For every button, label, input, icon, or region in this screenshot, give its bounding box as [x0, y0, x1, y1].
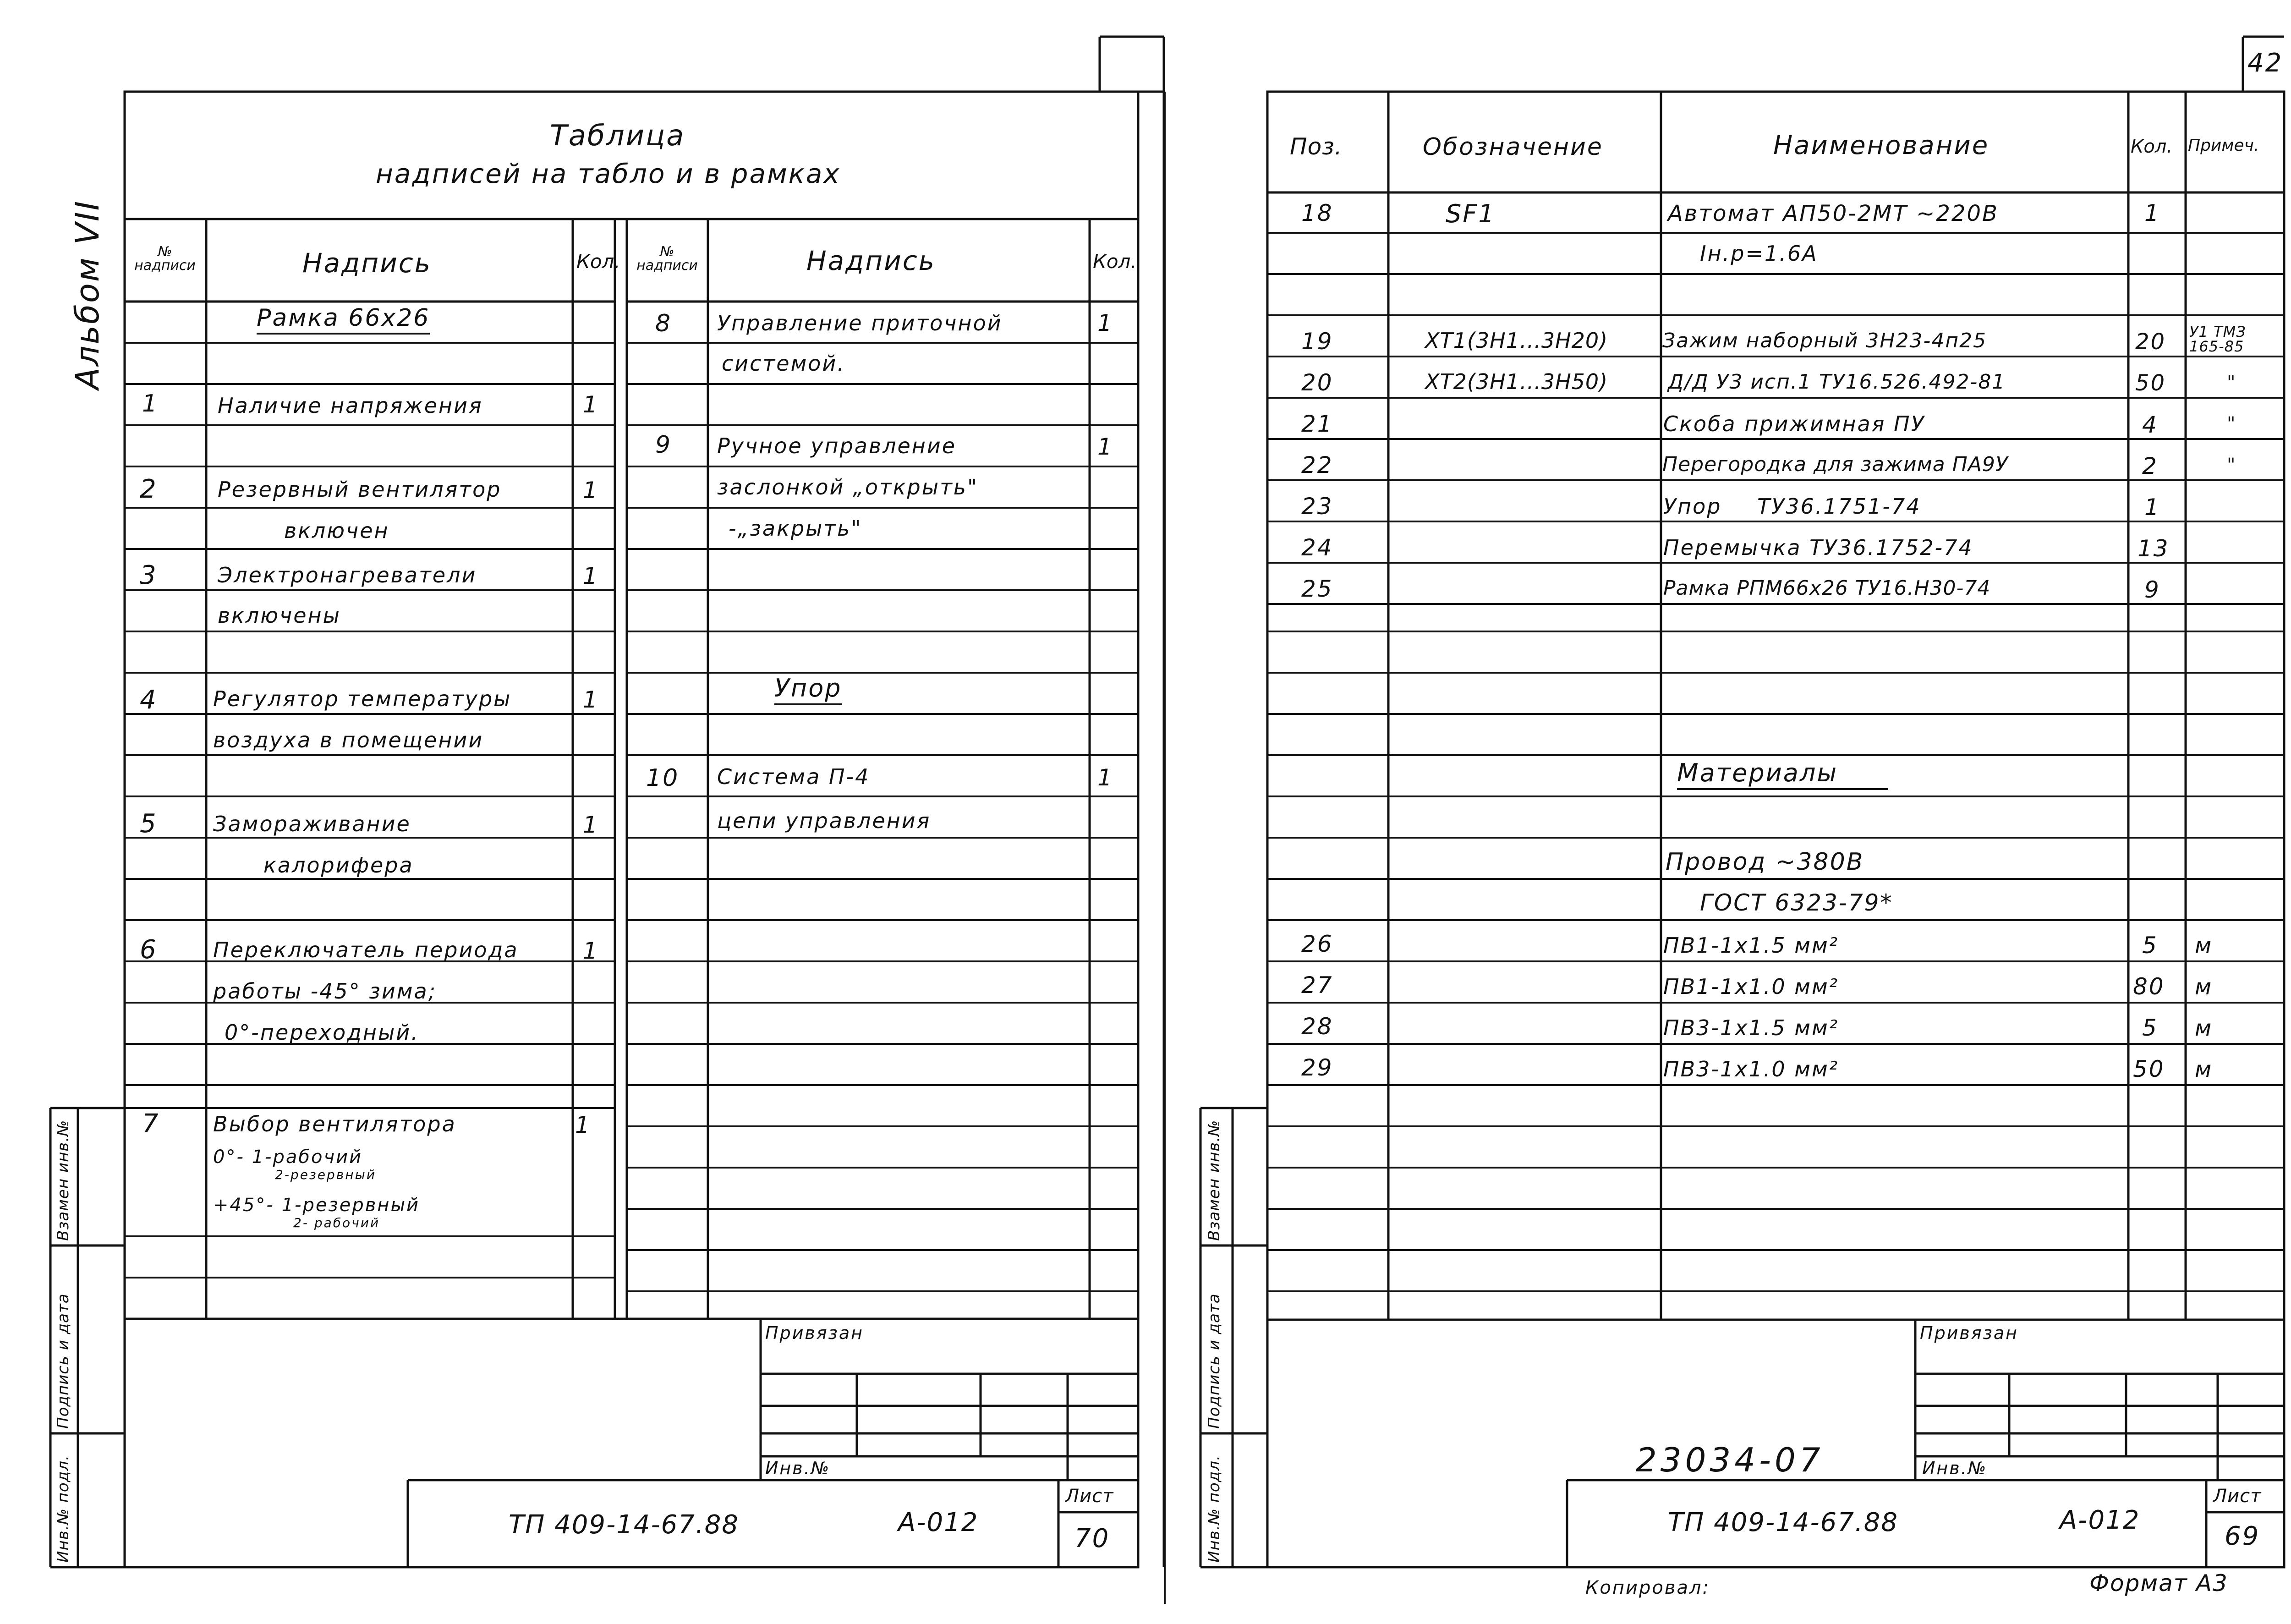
- header-text-left: Надпись: [302, 247, 432, 279]
- row-qty: 20: [2135, 329, 2166, 355]
- list-item: 0°- 1-рабочий: [213, 1147, 363, 1168]
- row-qty: 1: [583, 477, 599, 504]
- row-pos: 22: [1301, 452, 1333, 478]
- row-qty: 1: [575, 1112, 591, 1138]
- header-qty-right: Кол.: [1093, 250, 1137, 273]
- list-item: Ручное управление: [717, 433, 957, 458]
- format-label: Формат А3: [2089, 1570, 2228, 1597]
- row-name: ГОСТ 6323-79*: [1700, 889, 1893, 916]
- row-designation: XT2(3H1...3H50): [1425, 369, 1608, 394]
- row-qty: 1: [1097, 764, 1113, 791]
- row-name: Перемычка ТУ36.1752-74: [1663, 535, 1973, 560]
- header-text-right: Надпись: [806, 245, 936, 276]
- list-item: включен: [284, 518, 389, 543]
- side-stamp-replace: Взамен инв.№: [54, 1119, 72, 1241]
- row-note: ": [2227, 372, 2237, 393]
- row-note: ": [2227, 455, 2237, 476]
- row-name: Перегородка для зажима ПА9У: [1662, 453, 2008, 476]
- stamp-bound: Привязан: [765, 1323, 864, 1343]
- row-qty: 1: [1097, 433, 1113, 460]
- list-item: Электронагреватели: [218, 563, 477, 587]
- header-designation: Обозначение: [1423, 133, 1603, 161]
- row-note: У1 ТМЗ 165-85: [2189, 323, 2246, 355]
- row-pos: 20: [1301, 369, 1333, 396]
- row-name: Зажим наборный 3Н23-4п25: [1662, 329, 1987, 352]
- sheet-number: 70: [1074, 1524, 1110, 1553]
- row-note: м: [2195, 974, 2213, 1000]
- row-name: Автомат АП50-2МТ ~220В: [1668, 201, 1999, 226]
- row-name: Рамка РПМ66х26 ТУ16.Н30-74: [1663, 576, 1991, 600]
- sheet-label: Лист: [2213, 1486, 2262, 1507]
- row-pos: 29: [1301, 1054, 1333, 1081]
- sheet-label: Лист: [1065, 1486, 1114, 1507]
- list-item: системой.: [722, 351, 845, 376]
- row-note: ": [2227, 413, 2237, 434]
- row-qty: 1: [583, 391, 599, 418]
- row-name: ПВ3-1х1.5 мм²: [1663, 1015, 1839, 1040]
- list-item: 2- рабочий: [293, 1215, 380, 1230]
- row-num: 8: [655, 310, 672, 337]
- list-item: воздуха в помещении: [213, 728, 484, 752]
- row-note: м: [2195, 1015, 2213, 1041]
- header-num-right: № надписи: [636, 244, 698, 274]
- row-num: 5: [140, 809, 158, 839]
- header-qty: Кол.: [2131, 136, 2173, 157]
- row-qty: 50: [2133, 1056, 2165, 1082]
- list-item: цепи управления: [717, 808, 931, 833]
- header-num-left: № надписи: [134, 244, 196, 274]
- stamp-inv-no: Инв.№: [1922, 1458, 1988, 1478]
- row-pos: 19: [1301, 328, 1333, 355]
- table-subtitle: надписей на табло и в рамках: [376, 158, 841, 189]
- row-qty: 13: [2138, 535, 2170, 562]
- header-pos: Поз.: [1290, 133, 1343, 160]
- row-qty: 1: [583, 812, 599, 838]
- list-item: Резервный вентилятор: [218, 477, 502, 502]
- header-note: Примеч.: [2188, 136, 2259, 155]
- row-num: 1: [142, 390, 159, 417]
- list-item: Регулятор температуры: [213, 686, 512, 711]
- row-qty: 1: [583, 563, 599, 589]
- row-qty: 50: [2135, 370, 2166, 396]
- row-qty: 1: [2144, 200, 2160, 226]
- row-name: ПВ1-1х1.0 мм²: [1663, 974, 1839, 999]
- header-name: Наименование: [1773, 131, 1990, 160]
- row-num: 2: [140, 474, 158, 504]
- side-stamp-inv: Инв.№ подл.: [54, 1455, 72, 1563]
- doc-code: ТП 409-14-67.88: [1668, 1508, 1898, 1537]
- list-item: включены: [218, 603, 341, 628]
- list-item: заслонкой „открыть": [717, 475, 979, 499]
- list-item: Наличие напряжения: [218, 393, 483, 418]
- row-designation: XT1(3H1...3H20): [1425, 328, 1608, 353]
- row-pos: 18: [1301, 200, 1333, 226]
- row-pos: 25: [1301, 576, 1333, 602]
- row-name: Провод ~380В: [1666, 848, 1864, 876]
- header-qty-left: Кол.: [576, 250, 620, 273]
- materials-heading: Материалы: [1677, 761, 1888, 790]
- row-name: Скоба прижимная ПУ: [1663, 411, 1925, 436]
- copied-by-label: Копировал:: [1585, 1577, 1710, 1598]
- row-pos: 24: [1301, 534, 1333, 561]
- row-name: Iн.р=1.6А: [1700, 241, 1818, 266]
- handwritten-number: 23034-07: [1636, 1441, 1824, 1479]
- row-designation: SF1: [1446, 199, 1496, 228]
- album-code: А-012: [2060, 1505, 2140, 1535]
- list-item: Рамка 66х26: [257, 306, 430, 335]
- album-code: А-012: [898, 1508, 979, 1537]
- row-pos: 21: [1301, 411, 1333, 437]
- row-num: 6: [140, 935, 158, 965]
- row-num: 3: [140, 560, 158, 590]
- row-name: ПВ1-1х1.5 мм²: [1663, 933, 1839, 958]
- list-item: Выбор вентилятора: [213, 1112, 456, 1136]
- list-item: -„закрыть": [729, 516, 862, 541]
- list-item: Система П-4: [717, 764, 870, 789]
- list-item: 2-резервный: [275, 1167, 376, 1182]
- list-item: калорифера: [263, 853, 414, 878]
- list-item: 0°-переходный.: [225, 1020, 419, 1045]
- list-item: Упор: [774, 676, 842, 705]
- row-num: 9: [655, 431, 672, 459]
- stamp-inv-no: Инв.№: [765, 1458, 831, 1478]
- album-label: Альбом VII: [69, 199, 106, 390]
- row-qty: 2: [2142, 453, 2158, 479]
- row-num: 7: [142, 1109, 160, 1139]
- doc-code: ТП 409-14-67.88: [509, 1510, 739, 1540]
- row-pos: 27: [1301, 972, 1333, 999]
- row-qty: 5: [2142, 932, 2158, 959]
- list-item: Управление приточной: [717, 311, 1003, 335]
- side-stamp-replace: Взамен инв.№: [1205, 1119, 1223, 1241]
- row-qty: 5: [2142, 1015, 2158, 1041]
- row-qty: 80: [2133, 973, 2165, 1000]
- row-name: Упор ТУ36.1751-74: [1663, 494, 1921, 519]
- row-note: м: [2195, 933, 2213, 959]
- corner-number: 42: [2247, 48, 2283, 78]
- row-qty: 1: [2144, 494, 2160, 521]
- row-qty: 4: [2142, 411, 2158, 438]
- stamp-bound: Привязан: [1920, 1323, 2018, 1343]
- row-num: 10: [646, 764, 680, 792]
- row-qty: 9: [2144, 576, 2160, 603]
- list-item: +45°- 1-резервный: [213, 1195, 420, 1216]
- table-title: Таблица: [550, 119, 685, 152]
- row-qty: 1: [1097, 310, 1113, 336]
- row-num: 4: [140, 685, 158, 715]
- sheet-number: 69: [2225, 1521, 2260, 1551]
- row-qty: 1: [583, 938, 599, 964]
- row-qty: 1: [583, 686, 599, 713]
- row-name: Д/Д У3 исп.1 ТУ16.526.492-81: [1668, 370, 2006, 394]
- side-stamp-signature: Подпись и дата: [54, 1293, 72, 1429]
- row-pos: 23: [1301, 493, 1333, 520]
- list-item: работы -45° зима;: [213, 979, 437, 1004]
- row-pos: 26: [1301, 931, 1333, 957]
- list-item: Переключатель периода: [213, 938, 519, 962]
- row-note: м: [2195, 1057, 2213, 1082]
- row-name: ПВ3-1х1.0 мм²: [1663, 1057, 1839, 1081]
- list-item: Замораживание: [213, 812, 411, 836]
- side-stamp-signature: Подпись и дата: [1205, 1293, 1223, 1429]
- row-pos: 28: [1301, 1013, 1333, 1040]
- side-stamp-inv: Инв.№ подл.: [1205, 1455, 1223, 1563]
